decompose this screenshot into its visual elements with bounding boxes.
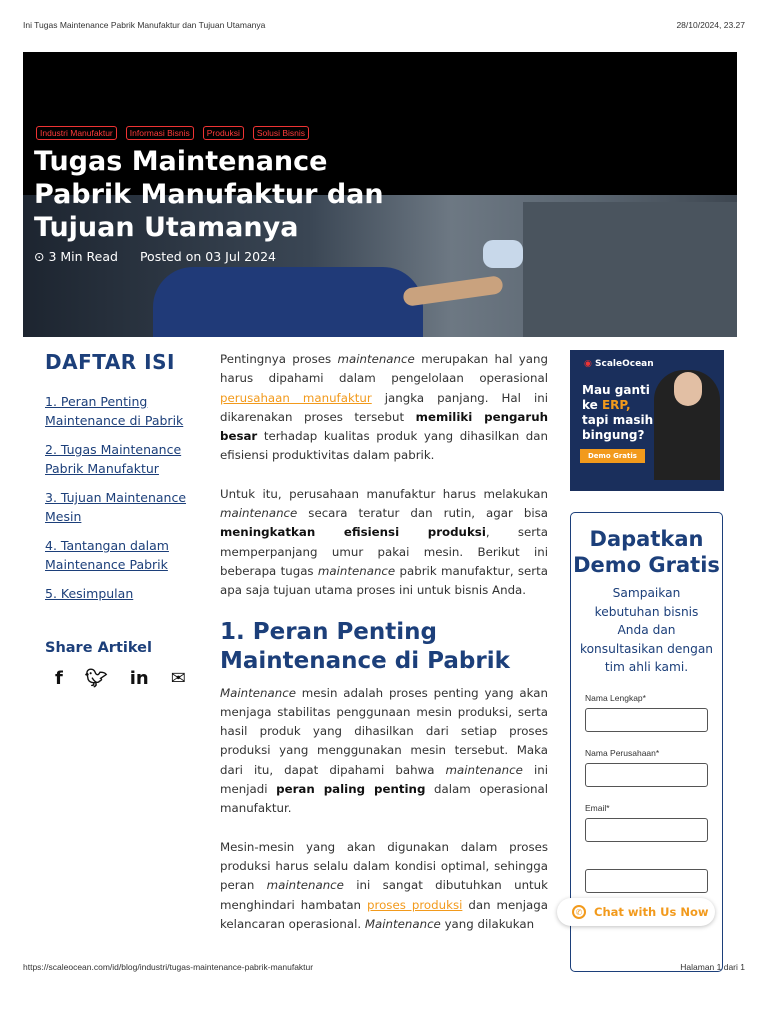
ad-headline [582, 383, 653, 443]
table-of-contents [45, 350, 195, 613]
tag-industri-manufaktur[interactable]: Industri Manufaktur [36, 126, 117, 140]
pdf-footer [23, 962, 745, 972]
full-name-label: Nama Lengkap* [585, 692, 646, 703]
toc-item-3[interactable]: 3. Tujuan Maintenance Mesin [45, 490, 187, 524]
toc-item-1[interactable]: 1. Peran Penting Maintenance di Pabrik [45, 394, 184, 428]
chat-button[interactable] [557, 898, 715, 926]
next-field-input[interactable] [585, 869, 708, 893]
machine-shape [523, 202, 737, 337]
text-segment: meningkatkan efisiensi produksi [220, 525, 486, 540]
text-segment: mesin adalah proses penting yang akan menjaga stabilitas penggunaan mesin produksi, serta hasil produk yang dihasilkan dari setiap proses produksi yang menggunakan mesin tersebut. Maka dari itu, dapat dipahami bahwa [220, 685, 548, 777]
ad-line: bingung? [582, 428, 645, 442]
chat-label: Chat with Us Now [594, 905, 709, 919]
text-segment: Maintenance [220, 685, 296, 700]
page-title: Tugas Maintenance Pabrik Manufaktur dan Tujuan Utamanya [34, 146, 384, 243]
text-segment: Mesin-mesin yang akan digunakan dalam proses produksi harus selalu dalam kondisi optimal, sehingga peran [220, 839, 548, 893]
email-icon[interactable]: ✉ [170, 668, 186, 689]
text-segment: ini menjadi [220, 762, 548, 797]
facebook-icon[interactable]: f [55, 668, 63, 689]
post-meta [34, 249, 276, 264]
ad-highlight: ERP, [601, 398, 631, 412]
text-segment: maintenance [445, 762, 523, 777]
text-segment: , serta memperpanjang umur pakai mesin. Berikut ini beberapa tugas [220, 525, 548, 578]
glove-shape [483, 240, 523, 268]
ad-line: tapi masih [582, 413, 654, 427]
text-segment: ini sangat dibutuhkan untuk menghindari hambatan [220, 878, 548, 912]
worker-shape [153, 267, 423, 337]
email-input[interactable] [585, 818, 708, 842]
text-segment: terhadap kualitas produk yang dihasilkan dan efisiensi produktivitas dalam pabrik. [220, 429, 548, 463]
tag-produksi[interactable]: Produksi [203, 126, 244, 140]
paragraph [220, 838, 548, 934]
pdf-header [23, 20, 745, 30]
text-segment: maintenance [266, 878, 344, 893]
text-segment: maintenance [317, 563, 396, 578]
text-segment: maintenance [220, 506, 298, 521]
section-heading: 1. Peran Penting Maintenance di Pabrik [220, 618, 510, 674]
text-segment: secara teratur dan rutin, agar bisa [297, 506, 548, 521]
inline-link[interactable]: perusahaan manufaktur [220, 390, 372, 405]
toc-item-5[interactable]: 5. Kesimpulan [45, 586, 134, 601]
ad-line: ke [582, 398, 602, 412]
email-label: Email* [585, 802, 610, 813]
posted-date: Posted on 03 Jul 2024 [139, 249, 276, 264]
text-segment: Untuk itu, perusahaan manufaktur harus melakukan [220, 486, 548, 501]
toc-item-4[interactable]: 4. Tantangan dalam Maintenance Pabrik [45, 538, 169, 572]
hero-banner [23, 52, 737, 337]
brand-name: ScaleOcean [595, 359, 654, 369]
read-time-text: 3 Min Read [48, 249, 118, 264]
erp-ad-banner[interactable] [570, 350, 724, 491]
text-segment: yang dilakukan [440, 916, 535, 931]
twitter-icon[interactable]: 🐦︎ [84, 668, 108, 689]
full-name-input[interactable] [585, 708, 708, 732]
pdf-page: Halaman 1 dari 1 [680, 962, 745, 972]
text-segment: maintenance [337, 352, 415, 366]
text-segment: Pentingnya proses [220, 352, 338, 366]
scaleocean-logo: ◉ ScaleOcean [584, 359, 654, 369]
company-name-label: Nama Perusahaan* [585, 747, 660, 758]
text-segment: dalam operasional manufaktur. [220, 782, 549, 816]
clock-icon: ⊙ [34, 249, 49, 264]
demo-gratis-button[interactable]: Demo Gratis [580, 449, 645, 463]
ad-line: Mau ganti [582, 383, 650, 397]
read-time [34, 249, 118, 264]
paragraph [220, 485, 548, 601]
article-body [220, 350, 548, 953]
text-segment: dan menjaga kelancaran operasional. [220, 897, 548, 931]
ad-person-face [674, 372, 702, 406]
toc-title: DAFTAR ISI [45, 350, 175, 374]
pdf-title: Ini Tugas Maintenance Pabrik Manufaktur dan Tujuan Utamanya [23, 20, 266, 30]
share-title: Share Artikel [45, 640, 152, 656]
text-segment: jangka panjang. Hal ini dikarenakan proses tersebut [220, 390, 548, 424]
form-subtitle: Sampaikan kebutuhan bisnis Anda dan konsultasikan dengan tim ahli kami. [579, 586, 714, 674]
toc-item-2[interactable]: 2. Tugas Maintenance Pabrik Manufaktur [45, 442, 182, 476]
paragraph [220, 350, 548, 466]
tag-solusi-bisnis[interactable]: Solusi Bisnis [253, 126, 309, 140]
paragraph [220, 684, 548, 819]
linkedin-icon[interactable]: in [129, 668, 149, 689]
text-segment: merupakan hal yang harus dipahami dalam pengelolaan operasional [220, 352, 548, 386]
text-segment: memiliki pengaruh besar [220, 409, 549, 444]
text-segment: Maintenance [364, 916, 441, 931]
whatsapp-icon: ✆ [572, 905, 586, 919]
pdf-url: https://scaleocean.com/id/blog/industri/tugas-maintenance-pabrik-manufaktur [23, 962, 314, 972]
text-segment: peran paling penting [276, 782, 426, 797]
text-segment: pabrik manufaktur, serta apa saja tujuan utama proses ini untuk bisnis Anda. [220, 563, 548, 598]
pdf-datetime: 28/10/2024, 23.27 [676, 20, 745, 30]
inline-link[interactable]: proses produksi [367, 897, 463, 912]
category-tags [36, 126, 309, 140]
share-section [45, 640, 186, 689]
form-title: Dapatkan Demo Gratis [573, 527, 720, 577]
company-name-input[interactable] [585, 763, 708, 787]
tag-informasi-bisnis[interactable]: Informasi Bisnis [126, 126, 194, 140]
